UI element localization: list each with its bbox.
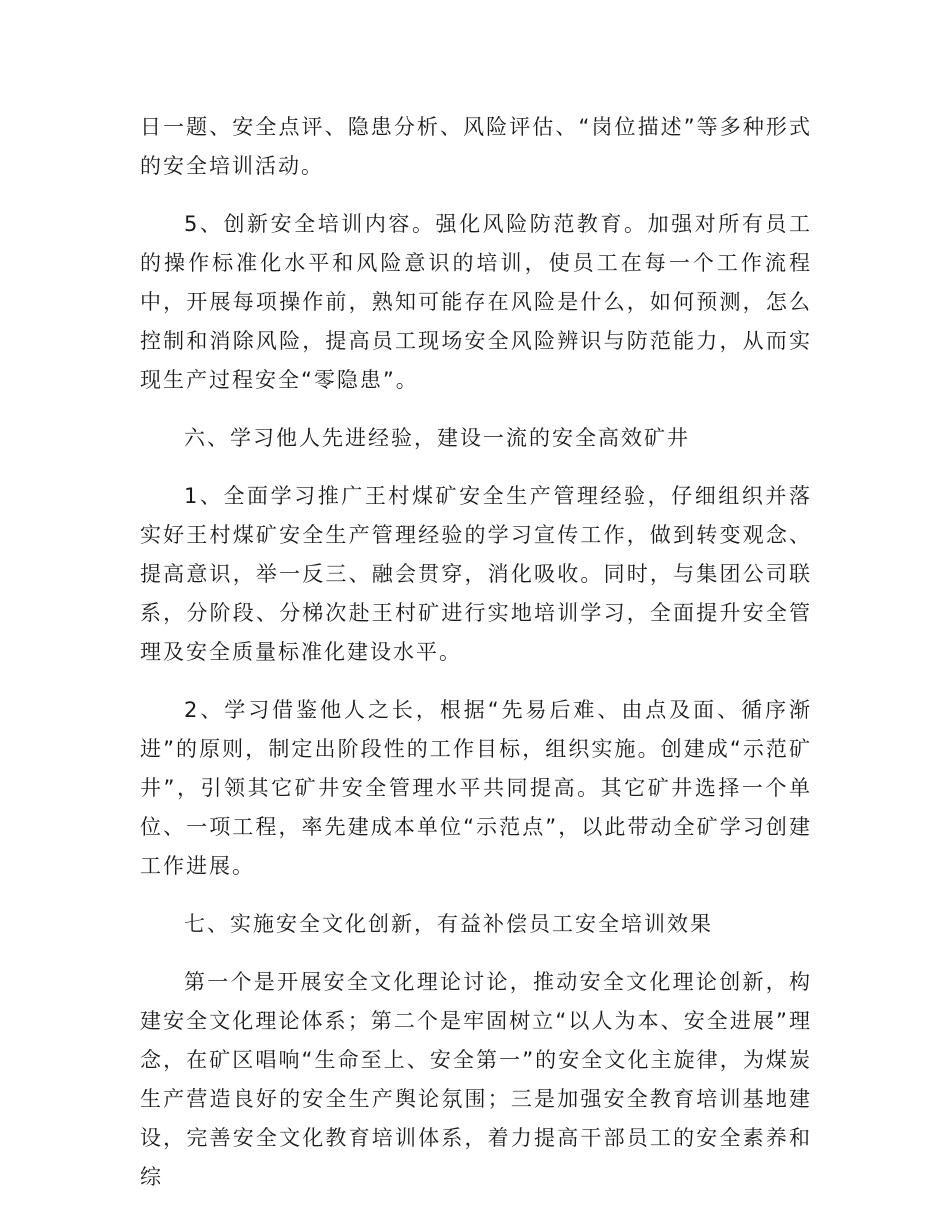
section-heading-6: 六、学习他人先进经验，建设一流的安全高效矿井	[184, 426, 690, 450]
paragraph-item-2: 2、学习借鉴他人之长，根据“先易后难、由点及面、循序渐进”的原则，制定出阶段性的工作目标，组织实施。创建成“示范矿井”，引领其它矿井安全管理水平共同提高。其它矿井选择一个单位、一项工程，率先建成本单位“示范点”，以此带动全矿学习创建工作进展。	[140, 698, 812, 878]
section-heading-7: 七、实施安全文化创新，有益补偿员工安全培训效果	[184, 912, 713, 936]
paragraph-item-5: 5、创新安全培训内容。强化风险防范教育。加强对所有员工的操作标准化水平和风险意识的培训，使员工在每一个工作流程中，开展每项操作前，熟知可能存在风险是什么，如何预测，怎么控制和消除风险，提高员工现场安全风险辨识与防范能力，从而实现生产过程安全“零隐患”。	[140, 212, 812, 392]
document-body	[140, 108, 812, 1216]
paragraph-item-1: 1、全面学习推广王村煤矿安全生产管理经验，仔细组织并落实好王村煤矿安全生产管理经验的学习宣传工作，做到转变观念、提高意识，举一反三、融会贯穿，消化吸收。同时，与集团公司联系，分阶段、分梯次赴王村矿进行实地培训学习，全面提升安全管理及安全质量标准化建设水平。	[140, 484, 812, 664]
paragraph-training-forms: 日一题、安全点评、隐患分析、风险评估、“岗位描述”等多种形式的安全培训活动。	[140, 115, 812, 178]
paragraph-safety-culture: 第一个是开展安全文化理论讨论，推动安全文化理论创新，构建安全文化理论体系；第二个是牢固树立“以人为本、安全进展”理念，在矿区唱响“生命至上、安全第一”的安全文化主旋律，为煤炭生产营造良好的安全生产舆论氛围；三是加强安全教育培训基地建设，完善安全文化教育培训体系，着力提高干部员工的安全素养和综	[140, 970, 812, 1189]
